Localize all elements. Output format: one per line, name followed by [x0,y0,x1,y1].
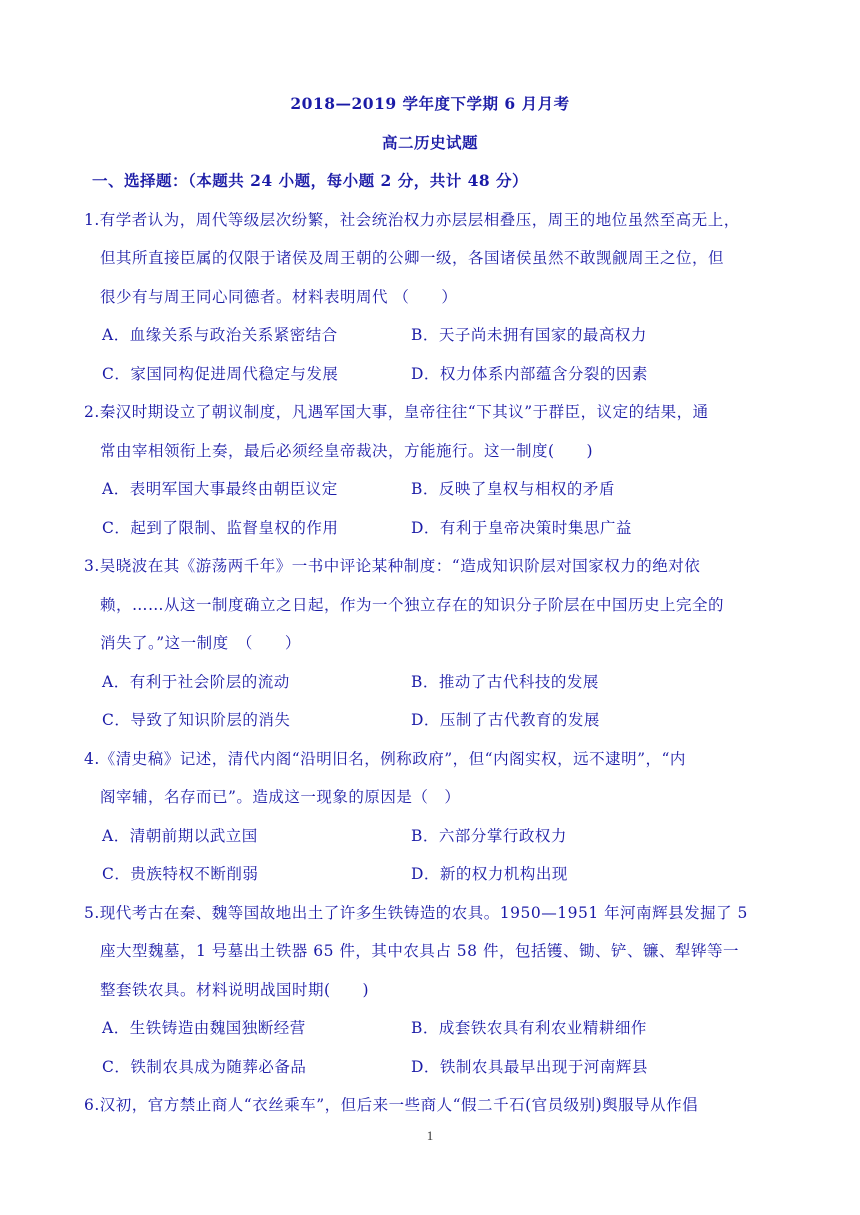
question-3-option-b: B．推动了古代科技的发展 [411,673,599,691]
question-1-line-1: 1.有学者认为，周代等级层次纷繁，社会统治权力亦层层相叠压，周王的地位虽然至高无上， [84,211,740,229]
question-2-option-c: C．起到了限制、监督皇权的作用 [102,519,339,537]
question-4-line-1: 4.《清史稿》记述，清代内阁“沿明旧名，例称政府”，但“内阁实权，远不逮明”，“内 [84,750,686,768]
section-heading: 一、选择题：（本题共 24 小题，每小题 2 分，共计 48 分） [92,171,529,190]
question-5-line-1: 5.现代考古在秦、魏等国故地出土了许多生铁铸造的农具。1950—1951 年河南辉县发掘了 5 [84,904,748,922]
question-4-option-b: B．六部分掌行政权力 [411,827,567,845]
question-1-option-d: D．权力体系内部蕴含分裂的因素 [411,365,648,383]
question-4-option-c: C．贵族特权不断削弱 [102,865,259,883]
question-5-option-c: C．铁制农具成为随葬必备品 [102,1058,307,1076]
question-1-line-3: 很少有与周王同心同德者。材料表明周代 （ ） [100,288,458,306]
question-6-line-1: 6.汉初，官方禁止商人“衣丝乘车”，但后来一些商人“假二千石(官员级别)舆服导从作倡 [84,1096,699,1114]
question-3-line-2: 赖，……从这一制度确立之日起，作为一个独立存在的知识分子阶层在中国历史上完全的 [100,596,725,614]
question-5-option-b: B．成套铁农具有利农业精耕细作 [411,1019,647,1037]
question-2-option-d: D．有利于皇帝决策时集思广益 [411,519,632,537]
question-3-option-c: C．导致了知识阶层的消失 [102,711,291,729]
exam-subtitle: 高二历史试题 [381,133,478,152]
question-2-line-2: 常由宰相领衔上奏，最后必须经皇帝裁决，方能施行。这一制度( ) [100,442,594,460]
question-5-line-2: 座大型魏墓，1 号墓出土铁器 65 件，其中农具占 58 件，包括镬、锄、铲、镰、犁铧等一 [100,942,739,960]
question-2-line-1: 2.秦汉时期设立了朝议制度，凡遇军国大事，皇帝往往“下其议”于群臣，议定的结果，通 [84,403,709,421]
question-4-option-a: A．清朝前期以武立国 [102,827,258,845]
question-5-line-3: 整套铁农具。材料说明战国时期( ) [100,981,370,999]
question-1-option-c: C．家国同构促进周代稳定与发展 [102,365,339,383]
question-4-line-2: 阁宰辅，名存而已”。造成这一现象的原因是（ ） [100,788,461,806]
question-1-option-b: B．天子尚未拥有国家的最高权力 [411,326,647,344]
question-3-option-a: A．有利于社会阶层的流动 [102,673,290,691]
question-1-line-2: 但其所直接臣属的仅限于诸侯及周王朝的公卿一级，各国诸侯虽然不敢觊觎周王之位，但 [100,249,725,267]
page-number: 1 [426,1128,434,1143]
question-3-option-d: D．压制了古代教育的发展 [411,711,600,729]
question-5-option-a: A．生铁铸造由魏国独断经营 [102,1019,306,1037]
question-2-option-a: A．表明军国大事最终由朝臣议定 [102,480,338,498]
exam-title: 2018—2019 学年度下学期 6 月月考 [290,94,570,113]
question-2-option-b: B．反映了皇权与相权的矛盾 [411,480,615,498]
question-4-option-d: D．新的权力机构出现 [411,865,568,883]
question-3-line-3: 消失了。”这一制度 （ ） [100,634,301,652]
question-3-line-1: 3.吴晓波在其《游荡两千年》一书中评论某种制度：“造成知识阶层对国家权力的绝对依 [84,557,701,575]
question-1-option-a: A．血缘关系与政治关系紧密结合 [102,326,338,344]
question-5-option-d: D．铁制农具最早出现于河南辉县 [411,1058,648,1076]
